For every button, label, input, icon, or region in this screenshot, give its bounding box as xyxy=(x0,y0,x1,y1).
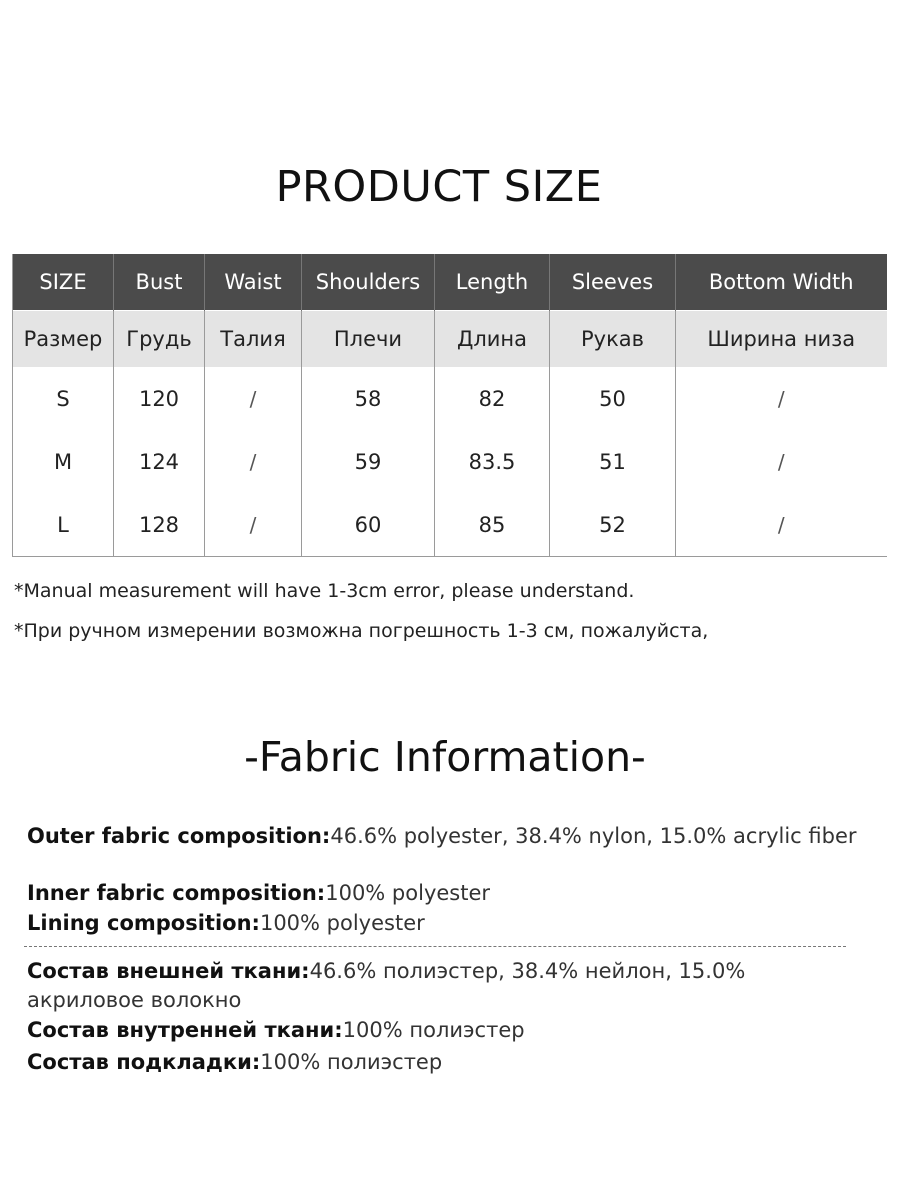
header-bottom-width: Bottom Width xyxy=(676,254,887,311)
fabric-line-outer-ru xyxy=(27,957,857,1015)
table-cell: 52 xyxy=(550,493,676,557)
header-bust-ru: Грудь xyxy=(114,311,205,368)
fabric-label: Состав внутренней ткани: xyxy=(27,1018,343,1042)
fabric-value: 100% полиэстер xyxy=(342,1018,525,1042)
header-length: Length xyxy=(435,254,550,311)
header-waist: Waist xyxy=(205,254,302,311)
table-cell: / xyxy=(676,430,887,493)
header-bust: Bust xyxy=(114,254,205,311)
table-row xyxy=(13,367,887,430)
table-cell: 59 xyxy=(302,430,435,493)
table-cell: / xyxy=(205,430,302,493)
table-cell: / xyxy=(205,367,302,430)
size-table xyxy=(12,254,887,557)
table-cell: / xyxy=(676,493,887,557)
fabric-value: 100% polyester xyxy=(259,911,425,935)
table-cell: 85 xyxy=(435,493,550,557)
table-cell: 124 xyxy=(114,430,205,493)
fabric-line-outer xyxy=(27,822,857,851)
table-cell: 120 xyxy=(114,367,205,430)
dashed-divider xyxy=(24,946,846,947)
header-size: SIZE xyxy=(13,254,114,311)
table-header-ru xyxy=(13,311,887,368)
table-cell: S xyxy=(13,367,114,430)
header-bottom-width-ru: Ширина низа xyxy=(676,311,887,368)
fabric-label: Состав подкладки: xyxy=(27,1050,261,1074)
fabric-value: 100% полиэстер xyxy=(260,1050,443,1074)
fabric-label: Lining composition: xyxy=(27,911,260,935)
fabric-value: 100% polyester xyxy=(325,881,491,905)
fabric-label: Inner fabric composition: xyxy=(27,881,326,905)
header-sleeves-ru: Рукав xyxy=(550,311,676,368)
fabric-line-inner xyxy=(27,879,857,908)
header-sleeves: Sleeves xyxy=(550,254,676,311)
table-cell: 58 xyxy=(302,367,435,430)
header-shoulders-ru: Плечи xyxy=(302,311,435,368)
page-title: PRODUCT SIZE xyxy=(275,162,603,212)
table-cell: 60 xyxy=(302,493,435,557)
table-row xyxy=(13,430,887,493)
fabric-label: Состав внешней ткани: xyxy=(27,959,310,983)
measurement-note-ru: *При ручном измерении возможна погрешность 1-3 см, пожалуйста, xyxy=(14,620,709,642)
fabric-title: -Fabric Information- xyxy=(244,733,646,781)
fabric-label: Outer fabric composition: xyxy=(27,824,331,848)
fabric-line-lining-ru xyxy=(27,1048,857,1077)
fabric-line-inner-ru xyxy=(27,1016,857,1045)
table-cell: 51 xyxy=(550,430,676,493)
table-cell: 82 xyxy=(435,367,550,430)
table-cell: 83.5 xyxy=(435,430,550,493)
table-row xyxy=(13,493,887,557)
fabric-line-lining xyxy=(27,909,857,938)
table-cell: / xyxy=(676,367,887,430)
table-cell: L xyxy=(13,493,114,557)
header-size-ru: Размер xyxy=(13,311,114,368)
fabric-value: 46.6% polyester, 38.4% nylon, 15.0% acrylic fiber xyxy=(330,824,857,848)
header-length-ru: Длина xyxy=(435,311,550,368)
table-cell: M xyxy=(13,430,114,493)
fabric-value: 46.6% полиэстер, 38.4% нейлон, 15.0% акриловое волокно xyxy=(27,959,746,1012)
table-cell: / xyxy=(205,493,302,557)
header-shoulders: Shoulders xyxy=(302,254,435,311)
measurement-note-en: *Manual measurement will have 1-3cm error, please understand. xyxy=(14,580,635,602)
header-waist-ru: Талия xyxy=(205,311,302,368)
table-header-en xyxy=(13,254,887,311)
table-cell: 50 xyxy=(550,367,676,430)
table-cell: 128 xyxy=(114,493,205,557)
